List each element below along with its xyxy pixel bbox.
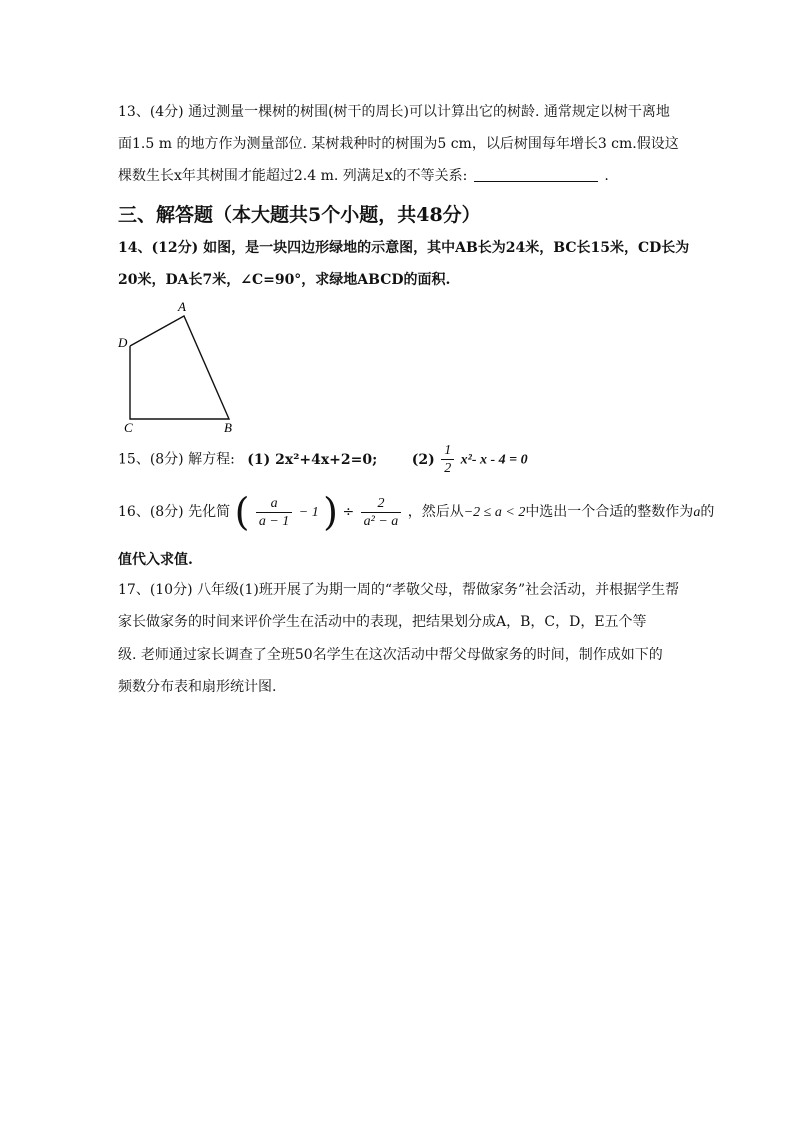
q13-line-3-end: . <box>604 168 609 184</box>
q16-line-2: 值代入求值. <box>118 552 193 568</box>
right-paren: ) <box>323 490 338 534</box>
q17-line-3: 级. 老师通过家长调查了全班50名学生在这次活动中帮父母做家务的时间，制作成如下的 <box>118 647 663 663</box>
left-paren: ( <box>234 490 250 534</box>
q13-line-3 <box>118 166 609 186</box>
fraction-numerator: 1 <box>441 442 454 460</box>
quadrilateral-figure <box>112 298 242 434</box>
q15-equation-2-label: (2) <box>411 451 435 468</box>
vertex-label-a: A <box>178 299 186 314</box>
q17-line-1: 17、(10分) 八年级(1)班开展了为期一周的“孝敬父母，帮做家务”社会活动，并根据学生帮 <box>118 582 680 598</box>
section-title: 三、解答题（本大题共5个小题，共48分） <box>118 204 481 226</box>
q15-line <box>118 442 528 478</box>
q16-suffix-2: 的 <box>700 504 715 520</box>
answer-blank[interactable] <box>474 167 598 182</box>
fraction-denominator: a − 1 <box>258 513 290 529</box>
vertex-label-d: D <box>118 335 128 350</box>
vertex-label-c: C <box>124 420 133 434</box>
fraction-denominator: a² − a <box>363 513 399 529</box>
fraction-denominator: 2 <box>444 461 452 476</box>
q16-suffix: 中选出一个合适的整数作为 <box>525 504 694 520</box>
quadrilateral-outline <box>130 316 229 419</box>
fraction-numerator: a <box>256 495 292 513</box>
q15-equation-1: (1) 2x²+4x+2=0; <box>247 451 378 468</box>
fraction-a-over-a-minus-1 <box>256 495 292 530</box>
q13-line-1: 13、(4分) 通过测量一棵树的树围(树干的周长)可以计算出它的树龄. 通常规定以树干离地 <box>118 104 670 120</box>
q16-middle: ，然后从 <box>407 504 464 520</box>
q14-line-1: 14、(12分) 如图，是一块四边形绿地的示意图，其中AB长为24米，BC长15米，CD长为 <box>118 240 690 256</box>
q15-equation-2: x²- x - 4 = 0 <box>460 452 528 468</box>
q14-line-2: 20米，DA长7米，∠C=90°，求绿地ABCD的面积. <box>118 272 451 288</box>
q15-prefix: 15、(8分) 解方程: <box>118 451 235 468</box>
fraction-2-over-a-squared-minus-a <box>361 495 402 530</box>
q17-line-2: 家长做家务的时间来评价学生在活动中的表现，把结果划分成A，B，C，D，E五个等 <box>118 614 647 630</box>
minus-one: − 1 <box>298 505 319 520</box>
vertex-label-b: B <box>224 420 232 434</box>
fraction-numerator: 2 <box>361 495 402 513</box>
q16-line-1 <box>118 490 714 535</box>
fraction-one-half <box>441 442 454 477</box>
q16-variable: a <box>693 505 701 520</box>
q16-prefix: 16、(8分) 先化简 <box>118 504 231 520</box>
divide-sign: ÷ <box>342 504 355 520</box>
q16-range: −2 ≤ a < 2 <box>463 505 526 520</box>
q13-line-2: 面1.5 m 的地方作为测量部位. 某树栽种时的树围为5 cm，以后树围每年增长3 cm.假设这 <box>118 136 679 152</box>
q17-line-4: 频数分布表和扇形统计图. <box>118 679 277 695</box>
q13-line-3-text: 棵数生长x年其树围才能超过2.4 m. 列满足x的不等关系: <box>118 168 468 184</box>
